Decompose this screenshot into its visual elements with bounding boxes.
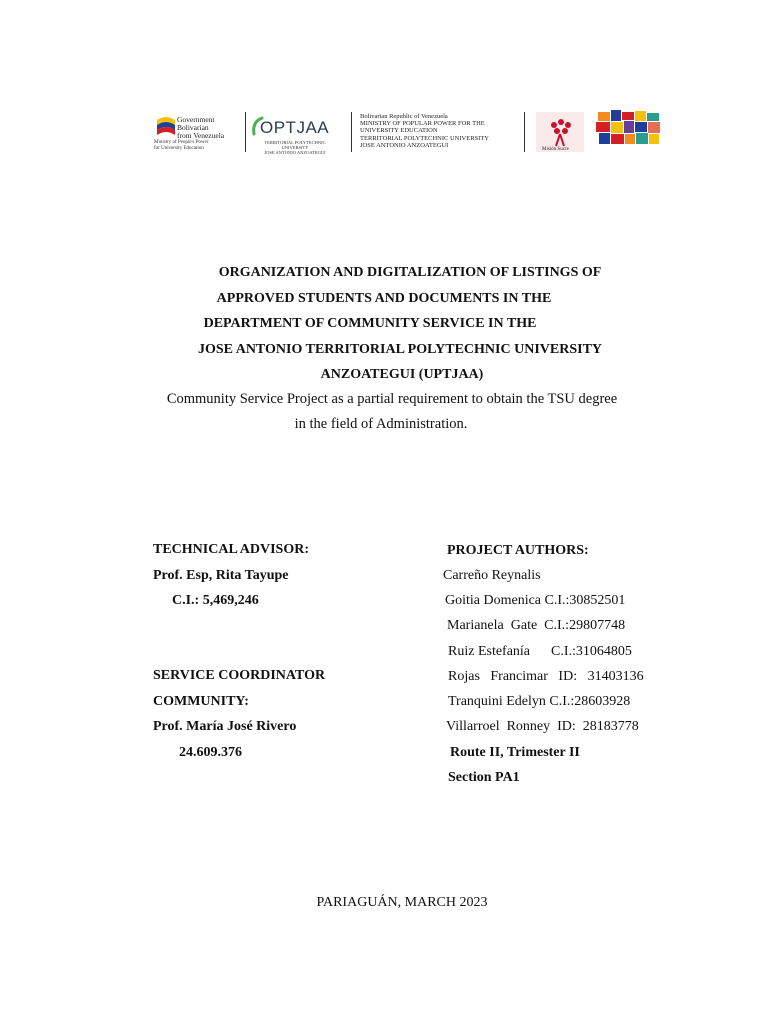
technical-advisor-name: Prof. Esp, Rita Tayupe (153, 568, 289, 583)
title-line-1: ORGANIZATION AND DIGITALIZATION OF LISTINGS OF (218, 265, 602, 280)
author-item: Rojas Francimar ID: 31403136 (448, 669, 644, 684)
mosaic-logo (596, 110, 662, 156)
coordinator-heading-line1: SERVICE COORDINATOR (153, 668, 326, 683)
author-item: Tranquini Edelyn C.I.:28603928 (448, 694, 631, 709)
technical-advisor-id: C.I.: 5,469,246 (172, 593, 259, 608)
coordinator-heading-line2: COMMUNITY: (153, 694, 249, 709)
logo-divider (524, 112, 525, 152)
coordinator-id: 24.609.376 (179, 745, 242, 760)
author-item: Goitia Domenica C.I.:30852501 (445, 593, 626, 608)
place-date: PARIAGUÁN, MARCH 2023 (316, 895, 488, 910)
coordinator-name: Prof. María José Rivero (153, 719, 297, 734)
government-logo (152, 110, 244, 156)
technical-advisor-heading: TECHNICAL ADVISOR: (153, 542, 309, 557)
uptjaa-sub-line2: JOSE ANTONIO ANZOATEGUI (264, 150, 326, 155)
ministry-line3: UNIVERSITY EDUCATION (360, 127, 438, 135)
gov-name-line2: Bolivarian (177, 123, 209, 132)
author-item: Ruiz Estefanía C.I.:31064805 (448, 644, 632, 659)
gov-sub-line2: for University Education (154, 145, 204, 151)
uptjaa-sub-line1: TERRITORIAL POLYTECHNIC UNIVERSITY (264, 140, 326, 150)
venezuela-flag-icon (155, 114, 177, 140)
logo-divider (245, 112, 246, 152)
mosaic-icon (596, 110, 662, 150)
title-line-4: JOSE ANTONIO TERRITORIAL POLYTECHNIC UNIVERSITY (197, 342, 603, 357)
gov-sub-line1: Ministry of People's Power (154, 140, 209, 145)
mision-sucre-logo (534, 110, 588, 156)
header-logo-strip (152, 110, 664, 156)
uptjaa-wordmark: OPTJAA (260, 118, 330, 137)
author-item: Carreño Reynalis (443, 568, 541, 583)
route-trimester: Route II, Trimester II (450, 745, 580, 760)
ministry-text-block (352, 110, 522, 156)
mision-sucre-caption: Misión Sucre (542, 147, 569, 152)
ministry-line5: JOSE ANTONIO ANZOATEGUI (360, 141, 449, 149)
section-label: Section PA1 (448, 770, 520, 785)
author-item: Marianela Gate C.I.:29807748 (447, 618, 626, 633)
uptjaa-logo (248, 110, 342, 156)
title-line-5: ANZOATEGUI (UPTJAA) (320, 367, 484, 382)
ministry-line2: MINISTRY OF POPULAR POWER FOR THE (360, 120, 485, 128)
ministry-line4: TERRITORIAL POLYTECHNIC UNIVERSITY (360, 134, 489, 142)
gov-name-line3: from Venezuela (177, 131, 225, 140)
author-item: Villarroel Ronney ID: 28183778 (446, 719, 639, 734)
project-authors-heading: PROJECT AUTHORS: (447, 543, 589, 558)
title-line-2: APPROVED STUDENTS AND DOCUMENTS IN THE (216, 291, 552, 306)
ministry-line1: Bolivarian Republic of Venezuela (360, 113, 448, 120)
subtitle-line-1: Community Service Project as a partial requirement to obtain the TSU degree (166, 391, 618, 407)
gov-name-line1: Government (177, 115, 215, 124)
subtitle-line-2: in the field of Administration. (294, 416, 468, 432)
title-line-3: DEPARTMENT OF COMMUNITY SERVICE IN THE (203, 316, 537, 331)
